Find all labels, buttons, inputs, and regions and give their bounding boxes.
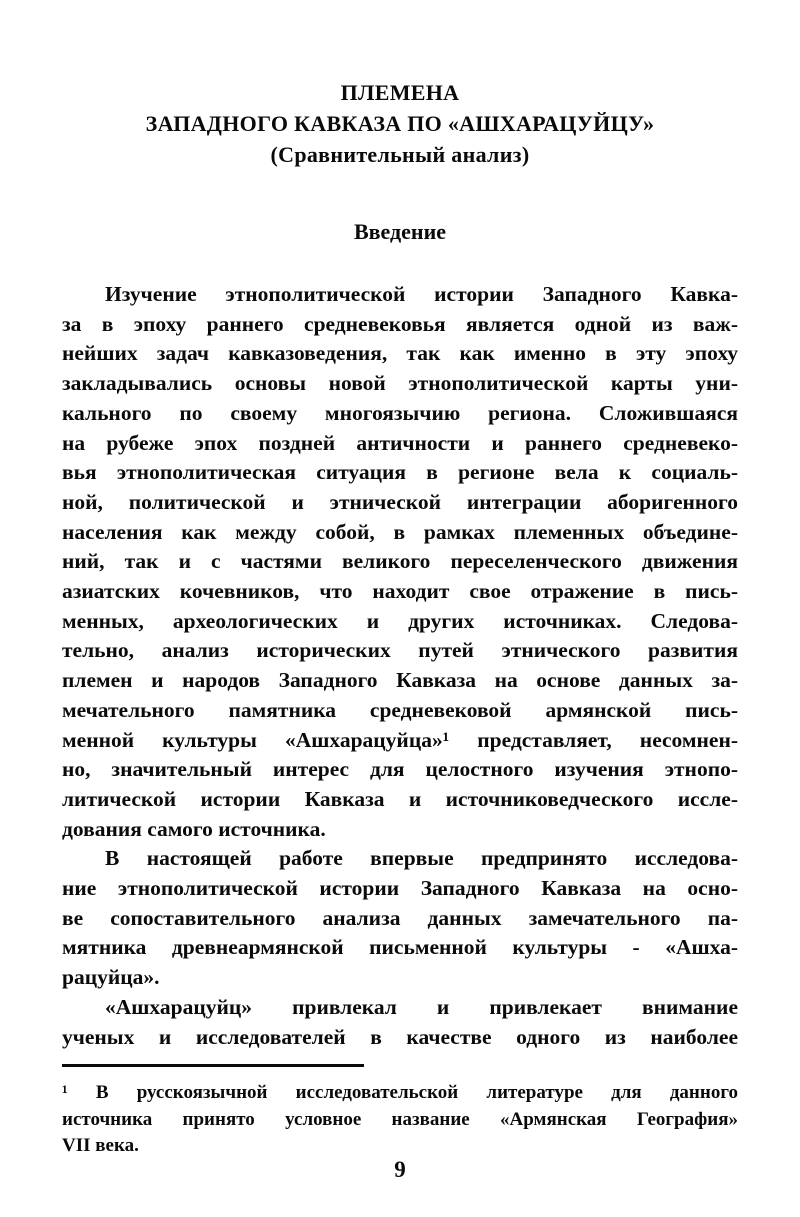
text-line: Изучение этнополитической истории Западного Кавка- xyxy=(105,282,738,306)
text-line: литической истории Кавказа и источниковедческого иссле- xyxy=(62,786,738,811)
text-line: менных, археологических и других источниках. Следова- xyxy=(62,608,738,633)
text-line: ние этнополитической истории Западного Кавказа на осно- xyxy=(62,876,738,901)
footnote-line: ¹ В русскоязычной исследовательской литературе для данного xyxy=(62,1082,738,1103)
text-line: кального по своему многоязычию региона. Сложившаяся xyxy=(62,400,738,425)
footnote-divider xyxy=(62,1064,364,1067)
text-line: «Ашхарацуйц» привлекал и привлекает внимание xyxy=(105,994,738,1019)
text-line: племен и народов Западного Кавказа на основе данных за- xyxy=(62,668,738,693)
text-line: рацуйца». xyxy=(62,965,160,990)
text-line: тельно, анализ исторических путей этнического развития xyxy=(62,638,738,663)
text-line: но, значительный интерес для целостного изучения этнопо- xyxy=(62,757,738,782)
text-line: мечательного памятника средневековой армянской пись- xyxy=(62,697,738,722)
paragraph xyxy=(62,280,738,844)
text-line: на рубеже эпох поздней античности и раннего средневеко- xyxy=(62,430,738,455)
text-line: дования самого источника. xyxy=(62,816,326,841)
text-line: нейших задач кавказоведения, так как именно в эту эпоху xyxy=(62,341,738,366)
footnote-line: источника принято условное название «Армянская География» xyxy=(62,1108,738,1130)
body-text xyxy=(62,280,738,1052)
text-line: ной, политической и этнической интеграции аборигенного xyxy=(62,489,738,514)
chapter-title xyxy=(0,77,800,170)
page-number: 9 xyxy=(394,1157,406,1182)
footnote xyxy=(62,1080,738,1160)
text-line: мятника древнеармянской письменной культуры - «Ашха- xyxy=(62,935,738,960)
chapter-title-line-1: ПЛЕМЕНА xyxy=(340,80,460,105)
text-line: закладывались основы новой этнополитической карты уни- xyxy=(62,371,738,396)
paragraph xyxy=(62,993,738,1052)
text-line: ученых и исследователей в качестве одного из наиболее xyxy=(62,1024,738,1049)
chapter-title-line-3: (Сравнительный анализ) xyxy=(270,142,530,167)
text-line: азиатских кочевников, что находит свое отражение в пись- xyxy=(62,579,738,604)
text-line: В настоящей работе впервые предпринято исследова- xyxy=(105,846,738,871)
text-line: ве сопоставительного анализа данных замечательного па- xyxy=(62,905,738,930)
chapter-title-line-2: ЗАПАДНОГО КАВКАЗА ПО «АШХАРАЦУЙЦУ» xyxy=(145,111,655,136)
text-line: за в эпоху раннего средневековья является одной из важ- xyxy=(62,311,738,336)
paragraph xyxy=(62,844,738,993)
section-heading: Введение xyxy=(353,219,447,244)
text-line: вья этнополитическая ситуация в регионе вела к социаль- xyxy=(62,460,738,485)
text-line: населения как между собой, в рамках племенных объедине- xyxy=(62,519,738,544)
footnote-line: VII века. xyxy=(62,1135,139,1156)
text-line-with-footnote-ref: менной культуры «Ашхарацуйца»¹ представляет, несомнен- xyxy=(62,727,738,752)
text-line: ний, так и с частями великого переселенческого движения xyxy=(62,549,738,574)
